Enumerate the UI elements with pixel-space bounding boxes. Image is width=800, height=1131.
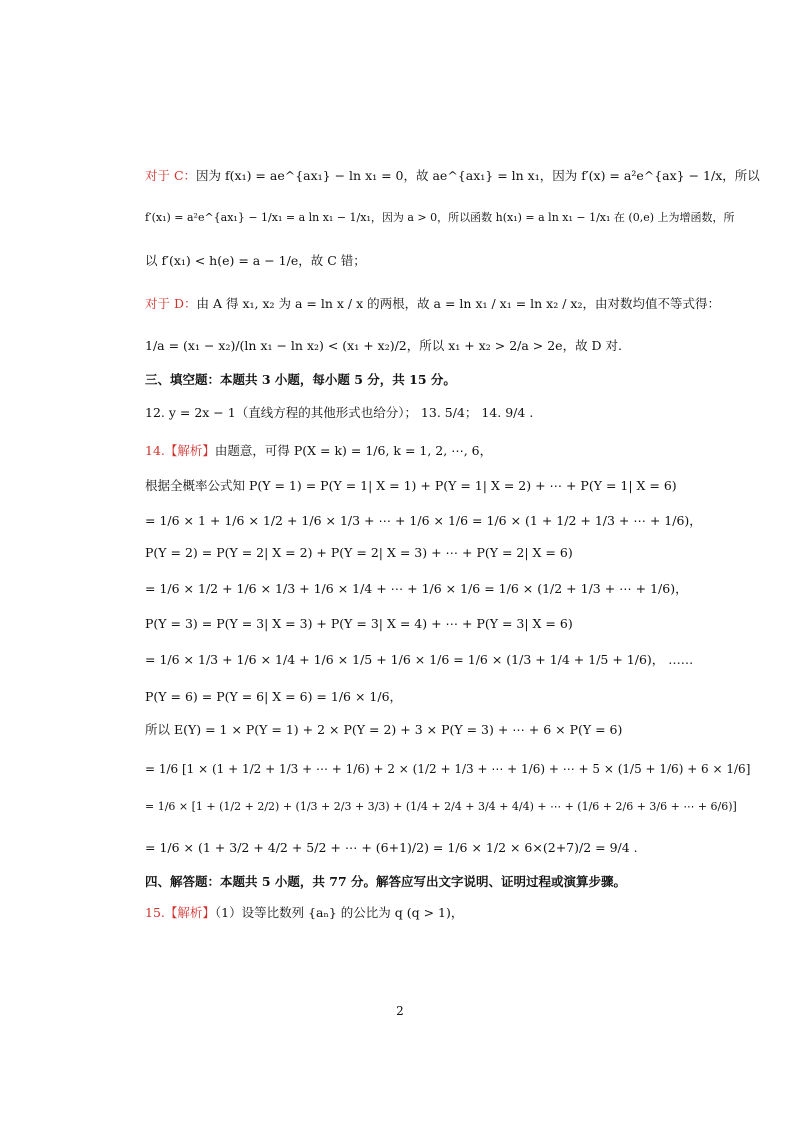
q14-derivation-line: 根据全概率公式知 P(Y = 1) = P(Y = 1| X = 1) + P(Y = 1| X = 2) + ⋯ + P(Y = 1| X = 6) [145,478,677,493]
solve-section-header: 四、解答题：本题共 5 小题，共 77 分。解答应写出文字说明、证明过程或演算步骤。 [145,874,627,889]
q15-line: 15.【解析】（1）设等比数列 {aₙ} 的公比为 q (q > 1)， [145,905,464,920]
section-c-line-1: 对于 C：因为 f(x₁) = ae^{ax₁} − ln x₁ = 0，故 ae^{ax₁} = ln x₁，因为 f′(x) = a²e^{ax} − 1/x，所以 [145,168,760,183]
q15-tag: 15.【解析】 [145,905,215,920]
q14-derivation-line: P(Y = 3) = P(Y = 3| X = 3) + P(Y = 3| X = 4) + ⋯ + P(Y = 3| X = 6) [145,616,573,631]
q14-derivation-line: = 1/6 × (1 + 3/2 + 4/2 + 5/2 + ⋯ + (6+1)/2) = 1/6 × 1/2 × 6×(2+7)/2 = 9/4 . [145,840,638,855]
q14-derivation-line: P(Y = 6) = P(Y = 6| X = 6) = 1/6 × 1/6， [145,689,403,704]
q14-derivation-line: 所以 E(Y) = 1 × P(Y = 1) + 2 × P(Y = 2) + 3 × P(Y = 3) + ⋯ + 6 × P(Y = 6) [145,722,623,737]
section-d-line-2: 1/a = (x₁ − x₂)/(ln x₁ − ln x₂) < (x₁ + x₂)/2，所以 x₁ + x₂ > 2/a > 2e，故 D 对. [145,338,623,353]
section-c-line-2: f′(x₁) = a²e^{ax₁} − 1/x₁ = a ln x₁ − 1/x₁，因为 a > 0，所以函数 h(x₁) = a ln x₁ − 1/x₁ 在 (0,e) 上为增函数，所 [145,211,735,224]
section-d-label: 对于 D： [145,296,197,311]
q14-derivation-line: = 1/6 × [1 + (1/2 + 2/2) + (1/3 + 2/3 + 3/3) + (1/4 + 2/4 + 3/4 + 4/4) + ⋯ + (1/6 + 2/6 + 3/6 + ⋯ + 6/6)] [145,800,737,813]
q14-derivation-line: = 1/6 × 1/3 + 1/6 × 1/4 + 1/6 × 1/5 + 1/6 × 1/6 = 1/6 × (1/3 + 1/4 + 1/5 + 1/6)， …… [145,652,694,667]
section-c-label: 对于 C： [145,168,197,183]
q14-derivation-line: = 1/6 × 1 + 1/6 × 1/2 + 1/6 × 1/3 + ⋯ + 1/6 × 1/6 = 1/6 × (1 + 1/2 + 1/3 + ⋯ + 1/6)， [145,513,702,528]
q14-derivation-line: P(Y = 2) = P(Y = 2| X = 2) + P(Y = 2| X = 3) + ⋯ + P(Y = 2| X = 6) [145,545,573,560]
fill-in-section-header: 三、填空题：本题共 3 小题，每小题 5 分，共 15 分。 [145,372,456,387]
q14-intro-line: 14.【解析】由题意，可得 P(X = k) = 1/6, k = 1, 2, ⋯, 6， [145,443,493,458]
q14-derivation-line: = 1/6 [1 × (1 + 1/2 + 1/3 + ⋯ + 1/6) + 2 × (1/2 + 1/3 + ⋯ + 1/6) + ⋯ + 5 × (1/5 + 1/6) + 6 × 1/6] [145,762,751,776]
section-c-line-3: 以 f′(x₁) < h(e) = a − 1/e，故 C 错； [145,253,366,268]
section-d-line-1: 对于 D：由 A 得 x₁, x₂ 为 a = ln x / x 的两根，故 a = ln x₁ / x₁ = ln x₂ / x₂，由对数均值不等式得： [145,296,720,311]
answers-12-13-14: 12. y = 2x − 1（直线方程的其他形式也给分）； 13. 5/4； 14. 9/4 . [145,405,534,420]
q14-derivation-line: = 1/6 × 1/2 + 1/6 × 1/3 + 1/6 × 1/4 + ⋯ + 1/6 × 1/6 = 1/6 × (1/2 + 1/3 + ⋯ + 1/6)， [145,581,688,596]
q14-tag: 14.【解析】 [145,443,215,458]
page-number: 2 [396,1004,404,1018]
